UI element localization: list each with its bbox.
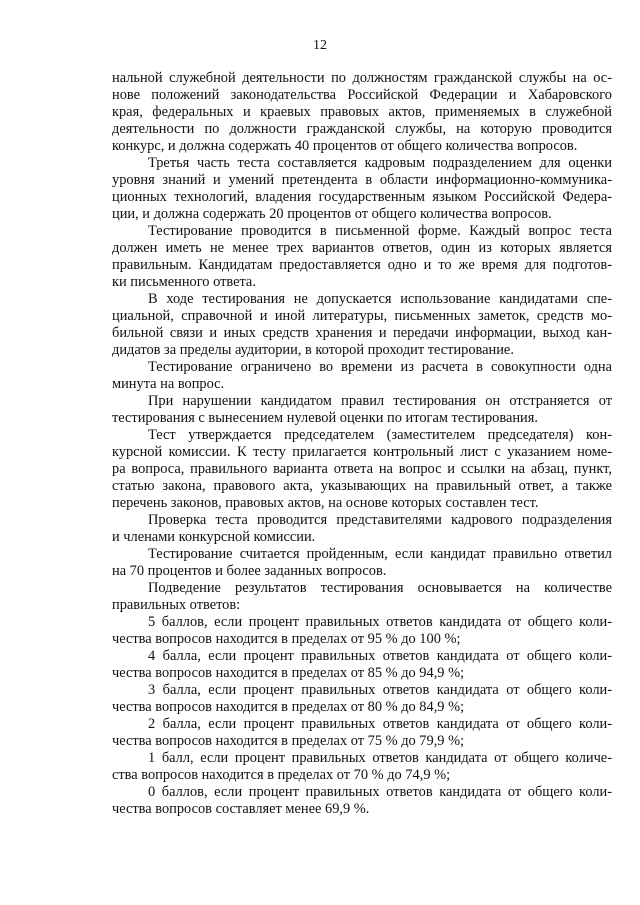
paragraph-line: конкурс, и должна содержать 40 процентов от общего количества вопросов. — [112, 138, 578, 154]
paragraph-line: статью закона, правового акта, указывающих на правильный ответ, а также — [112, 478, 612, 494]
paragraph-line: В ходе тестирования не допускается использование кандидатами спе- — [148, 291, 612, 307]
paragraph-line: курсной комиссии. К тесту прилагается контрольный лист с указанием номе- — [112, 444, 612, 460]
paragraph — [112, 512, 612, 546]
paragraph-line: 4 балла, если процент правильных ответов кандидата от общего коли- — [148, 648, 612, 664]
paragraph-line: Тест утверждается председателем (заместителем председателя) кон- — [148, 427, 612, 443]
paragraph-line: перечень законов, правовых актов, на основе которых составлен тест. — [112, 495, 539, 511]
paragraph — [112, 223, 612, 291]
paragraph — [112, 155, 612, 223]
paragraph-line: нове положений законодательства Российской Федерации и Хабаровского — [112, 87, 612, 103]
paragraph-line: ции, и должна содержать 20 процентов от общего количества вопросов. — [112, 206, 552, 222]
page-number: 12 — [313, 38, 327, 53]
paragraph-line: края, федеральных и краевых правовых актов, применяемых в служебной — [112, 104, 612, 120]
paragraph-line: чества вопросов составляет менее 69,9 %. — [112, 801, 370, 817]
paragraph — [112, 393, 612, 427]
paragraph-line: бильной связи и иных средств хранения и передачи информации, выход кан- — [112, 325, 612, 341]
paragraph — [112, 750, 612, 784]
paragraph-line: минута на вопрос. — [112, 376, 225, 392]
paragraph-line: правильным. Кандидатам предоставляется одно и то же время для подготов- — [112, 257, 612, 273]
paragraph — [112, 682, 612, 716]
paragraph — [112, 359, 612, 393]
paragraph-line: 1 балл, если процент правильных ответов кандидата от общего количе- — [148, 750, 612, 766]
paragraph — [112, 716, 612, 750]
paragraph-line: чества вопросов находится в пределах от 75 % до 79,9 %; — [112, 733, 465, 749]
paragraph-line: нальной служебной деятельности по должностям гражданской службы на ос- — [112, 70, 612, 86]
paragraph-line: Тестирование проводится в письменной форме. Каждый вопрос теста — [148, 223, 612, 239]
paragraph-line: Тестирование считается пройденным, если кандидат правильно ответил — [148, 546, 612, 562]
paragraph-line: 3 балла, если процент правильных ответов кандидата от общего коли- — [148, 682, 612, 698]
paragraph — [112, 70, 612, 155]
paragraph-line: чества вопросов находится в пределах от 85 % до 94,9 %; — [112, 665, 465, 681]
paragraph — [112, 580, 612, 614]
paragraph-line: на 70 процентов и более заданных вопросов. — [112, 563, 387, 579]
paragraph-line: Подведение результатов тестирования основывается на количестве — [148, 580, 612, 596]
paragraph — [112, 546, 612, 580]
paragraph-line: тестирования с вынесением нулевой оценки по итогам тестирования. — [112, 410, 538, 426]
paragraph-line: При нарушении кандидатом правил тестирования он отстраняется от — [148, 393, 612, 409]
paragraph-line: Тестирование ограничено во времени из расчета в совокупности одна — [148, 359, 612, 375]
paragraph-line: дидатов за пределы аудитории, в которой проходит тестирование. — [112, 342, 514, 358]
paragraph-line: ционных технологий, владения государственным языком Российской Федера- — [112, 189, 612, 205]
paragraph-line: чества вопросов находится в пределах от 80 % до 84,9 %; — [112, 699, 465, 715]
paragraph-line: Проверка теста проводится представителями кадрового подразделения — [148, 512, 612, 528]
paragraph-line: уровня знаний и умений претендента в области информационно-коммуника- — [112, 172, 612, 188]
paragraph — [112, 648, 612, 682]
paragraph — [112, 784, 612, 818]
paragraph — [112, 614, 612, 648]
paragraph-line: деятельности по должности гражданской службы, на которую проводится — [112, 121, 612, 137]
paragraph — [112, 291, 612, 359]
paragraph-line: ра вопроса, правильного варианта ответа на вопрос и ссылки на абзац, пункт, — [112, 461, 612, 477]
paragraph-line: ки письменного ответа. — [112, 274, 256, 290]
paragraph — [112, 427, 612, 512]
paragraph-line: должен иметь не менее трех вариантов ответов, один из которых является — [112, 240, 612, 256]
paragraph-line: 2 балла, если процент правильных ответов кандидата от общего коли- — [148, 716, 612, 732]
paragraph-line: и членами конкурсной комиссии. — [112, 529, 316, 545]
paragraph-line: ства вопросов находится в пределах от 70 % до 74,9 %; — [112, 767, 451, 783]
paragraph-line: 5 баллов, если процент правильных ответов кандидата от общего коли- — [148, 614, 612, 630]
paragraph-line: чества вопросов находится в пределах от 95 % до 100 %; — [112, 631, 461, 647]
paragraph-line: циальной, справочной и иной литературы, письменных заметок, средств мо- — [112, 308, 612, 324]
paragraph-line: правильных ответов: — [112, 597, 241, 613]
paragraph-line: 0 баллов, если процент правильных ответов кандидата от общего коли- — [148, 784, 612, 800]
paragraph-line: Третья часть теста составляется кадровым подразделением для оценки — [148, 155, 612, 171]
document-body — [112, 70, 612, 818]
